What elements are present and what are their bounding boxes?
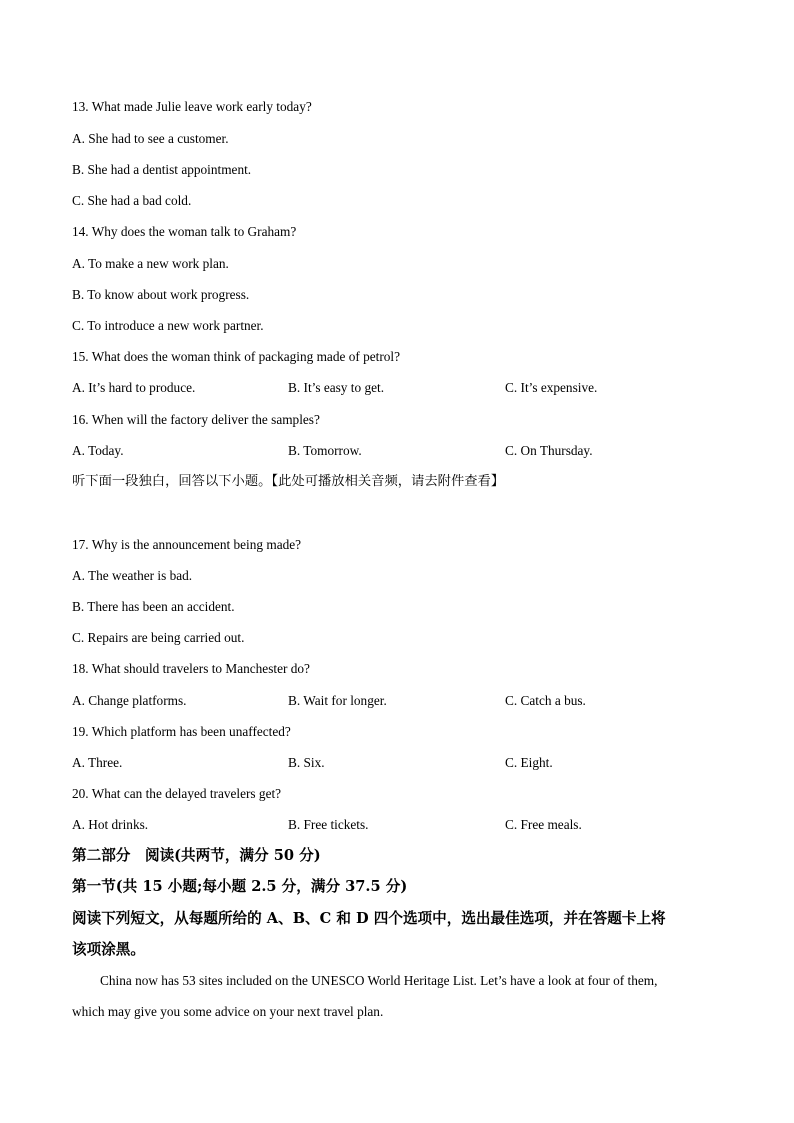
monologue-instruction: 听下面一段独白，回答以下小题。【此处可播放相关音频，请去附件查看】 [72,474,505,489]
question-18-stem: 18. What should travelers to Manchester do? [72,661,310,676]
question-19-option-a: A. Three. [72,755,123,770]
question-20-option-c: C. Free meals. [505,817,582,832]
question-19-option-b: B. Six. [288,755,325,770]
question-20-option-a: A. Hot drinks. [72,817,149,832]
question-13-option-b: B. She had a dentist appointment. [72,162,252,177]
passage-line-2: which may give you some advice on your next travel plan. [72,1004,384,1019]
question-17-option-c: C. Repairs are being carried out. [72,630,245,645]
reading-instruction-line1: 阅读下列短文，从每题所给的 A、B、C 和 D 四个选项中，选出最佳选项，并在答题卡上将 [72,910,666,927]
question-17-stem: 17. Why is the announcement being made? [72,537,302,552]
question-19-stem: 19. Which platform has been unaffected? [72,724,291,739]
passage-line-1: China now has 53 sites included on the UNESCO World Heritage List. Let’s have a look at four of them, [100,973,658,988]
question-13-option-c: C. She had a bad cold. [72,193,192,208]
question-18-option-b: B. Wait for longer. [288,693,387,708]
question-18-option-a: A. Change platforms. [72,693,187,708]
part2-heading: 第二部分 阅读(共两节，满分 50 分) [72,847,321,864]
question-18-option-c: C. Catch a bus. [505,693,586,708]
question-14-option-c: C. To introduce a new work partner. [72,318,264,333]
question-13-option-a: A. She had to see a customer. [72,131,229,146]
question-14-option-b: B. To know about work progress. [72,287,250,302]
question-17-option-b: B. There has been an accident. [72,599,235,614]
question-16-option-a: A. Today. [72,443,124,458]
question-17-option-a: A. The weather is bad. [72,568,193,583]
question-20-stem: 20. What can the delayed travelers get? [72,786,282,801]
section1-heading: 第一节(共 15 小题;每小题 2.5 分，满分 37.5 分) [72,878,408,895]
reading-instruction-line2: 该项涂黑。 [72,941,145,958]
question-15-option-a: A. It’s hard to produce. [72,380,196,395]
question-14-option-a: A. To make a new work plan. [72,256,229,271]
question-13-stem: 13. What made Julie leave work early today? [72,99,312,114]
question-16-option-b: B. Tomorrow. [288,443,362,458]
question-16-stem: 16. When will the factory deliver the samples? [72,412,320,427]
question-15-option-c: C. It’s expensive. [505,380,598,395]
question-14-stem: 14. Why does the woman talk to Graham? [72,224,297,239]
question-15-stem: 15. What does the woman think of packaging made of petrol? [72,349,401,364]
question-15-option-b: B. It’s easy to get. [288,380,385,395]
question-20-option-b: B. Free tickets. [288,817,369,832]
question-16-option-c: C. On Thursday. [505,443,593,458]
question-19-option-c: C. Eight. [505,755,553,770]
